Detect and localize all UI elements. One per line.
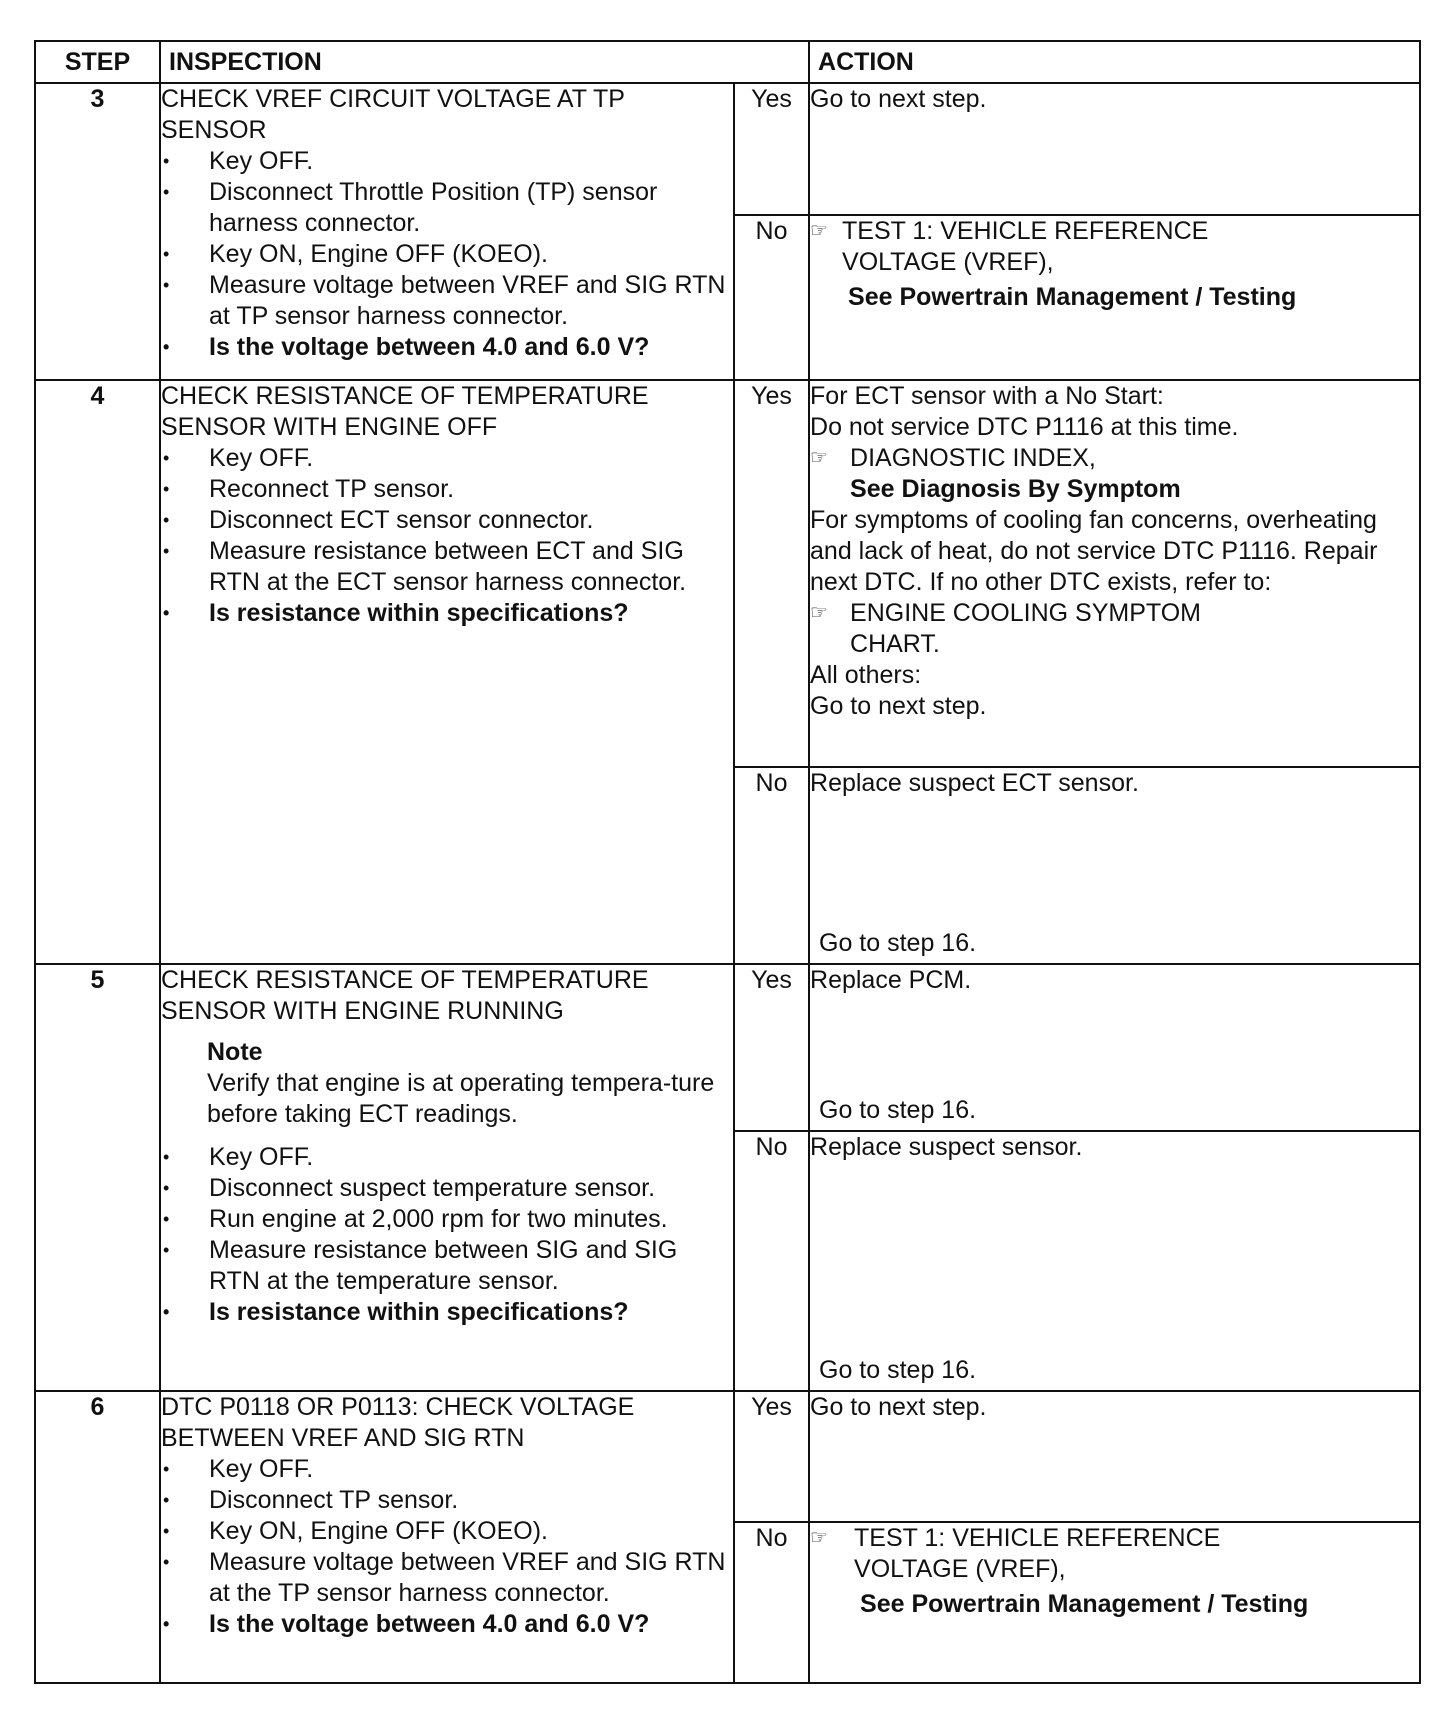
step-number: 3 [35,83,160,380]
bullet-icon: • [163,1147,170,1167]
action-line: Do not service DTC P1116 at this time. [810,413,1239,441]
bullet-icon: • [163,1552,170,1572]
reference-line: ☞ TEST 1: VEHICLE REFERENCE [810,217,1209,245]
action-line: All others: [810,661,922,689]
action-line: Replace suspect sensor. [810,1133,1083,1161]
list-item: • Disconnect suspect temperature sensor. [163,1174,656,1202]
pointing-hand-icon: ☞ [810,220,828,242]
inspection-title: CHECK RESISTANCE OF TEMPERATURE SENSOR WITH ENGINE OFF [161,382,649,441]
goto-step: Go to step 16. [819,1096,977,1124]
no-action [809,215,1420,380]
action-line: Go to next step. [810,692,987,720]
table-row-step-4 [35,380,1420,767]
list-item: • Key OFF. [163,1143,314,1171]
bullet-icon: • [163,448,170,468]
table-row-step-3 [35,83,1420,215]
bullet-icon: • [163,182,170,202]
list-item: • Measure resistance between ECT and SIG RTN at the ECT sensor harness connector. [163,537,687,596]
step-column-header: STEP [35,41,160,83]
bullet-icon: • [163,1614,170,1634]
no-label: No [734,215,809,380]
list-item: • Disconnect Throttle Position (TP) sensor harness connector. [163,178,658,237]
inspection-question: • Is the voltage between 4.0 and 6.0 V? [163,1610,650,1638]
no-label: No [734,767,809,964]
goto-step: Go to step 16. [819,1356,977,1384]
action-line: Replace suspect ECT sensor. [810,769,1139,797]
list-item: • Disconnect TP sensor. [163,1486,459,1514]
bullet-icon: • [163,541,170,561]
note-text: Verify that engine is at operating tempera-ture before taking ECT readings. [207,1069,715,1128]
list-item: • Reconnect TP sensor. [163,475,455,503]
action-paragraph: For symptoms of cooling fan concerns, overheating and lack of heat, do not service DTC P1116. Repair next DTC. If no other DTC exists, refer to: [810,506,1378,596]
bullet-icon: • [163,1240,170,1260]
list-item: • Key ON, Engine OFF (KOEO). [163,240,548,268]
reference-line: CHART. [850,630,940,658]
note-title: Note [207,1038,263,1066]
list-item: • Key OFF. [163,147,314,175]
inspection-question: • Is the voltage between 4.0 and 6.0 V? [163,333,650,361]
yes-label: Yes [734,380,809,767]
table-header-row [35,41,1420,83]
no-action [809,1522,1420,1683]
action-line: For ECT sensor with a No Start: [810,382,1164,410]
bullet-icon: • [163,1521,170,1541]
see-reference: See Powertrain Management / Testing [848,283,1297,311]
bullet-icon: • [163,510,170,530]
reference-line: ☞ DIAGNOSTIC INDEX, [810,444,1096,472]
list-item: • Key OFF. [163,1455,314,1483]
yes-action [809,380,1420,767]
inspection-cell [160,1391,734,1683]
list-item: • Key ON, Engine OFF (KOEO). [163,1517,548,1545]
bullet-icon: • [163,1178,170,1198]
no-label: No [734,1522,809,1683]
inspection-title: DTC P0118 OR P0113: CHECK VOLTAGE BETWEEN VREF AND SIG RTN [161,1393,635,1452]
reference-line: ☞ ENGINE COOLING SYMPTOM [810,599,1201,627]
step-number: 5 [35,964,160,1391]
yes-label: Yes [734,1391,809,1522]
reference-line: VOLTAGE (VREF), [842,248,1054,276]
inspection-question: • Is resistance within specifications? [163,1298,629,1326]
inspection-column-header: INSPECTION [160,41,809,83]
bullet-icon: • [163,337,170,357]
inspection-title: CHECK RESISTANCE OF TEMPERATURE SENSOR WITH ENGINE RUNNING [161,966,649,1025]
list-item: • Disconnect ECT sensor connector. [163,506,594,534]
yes-action: Go to next step. [809,1391,1420,1522]
see-reference: See Diagnosis By Symptom [850,475,1181,503]
inspection-cell [160,83,734,380]
no-action [809,767,1420,964]
bullet-icon: • [163,603,170,623]
yes-action: Go to next step. [809,83,1420,215]
list-item: • Measure resistance between SIG and SIG RTN at the temperature sensor. [163,1236,678,1295]
step-number: 6 [35,1391,160,1683]
action-line: Replace PCM. [810,966,972,994]
pointing-hand-icon: ☞ [810,447,828,469]
list-item: • Measure voltage between VREF and SIG RTN at the TP sensor harness connector. [163,1548,726,1607]
list-item: • Run engine at 2,000 rpm for two minutes. [163,1205,668,1233]
yes-action [809,964,1420,1131]
inspection-question: • Is resistance within specifications? [163,599,629,627]
bullet-icon: • [163,479,170,499]
goto-step: Go to step 16. [819,929,977,957]
note-block [161,1037,733,1130]
step-number: 4 [35,380,160,964]
reference-line: ☞ TEST 1: VEHICLE REFERENCE [810,1524,1221,1552]
bullet-icon: • [163,1209,170,1229]
no-label: No [734,1131,809,1391]
diagnostic-table [34,40,1421,1684]
inspection-cell [160,380,734,964]
pointing-hand-icon: ☞ [810,1527,828,1549]
reference-line: VOLTAGE (VREF), [854,1555,1066,1583]
table-row-step-6 [35,1391,1420,1522]
see-reference: See Powertrain Management / Testing [860,1590,1309,1618]
bullet-icon: • [163,1459,170,1479]
inspection-cell [160,964,734,1391]
list-item: • Key OFF. [163,444,314,472]
list-item: • Measure voltage between VREF and SIG RTN at TP sensor harness connector. [163,271,726,330]
bullet-icon: • [163,1490,170,1510]
yes-label: Yes [734,83,809,215]
table-row-step-5 [35,964,1420,1131]
bullet-icon: • [163,151,170,171]
bullet-icon: • [163,275,170,295]
action-column-header: ACTION [809,41,1420,83]
inspection-title: CHECK VREF CIRCUIT VOLTAGE AT TP SENSOR [161,85,625,144]
no-action [809,1131,1420,1391]
bullet-icon: • [163,1302,170,1322]
yes-label: Yes [734,964,809,1131]
bullet-icon: • [163,244,170,264]
pointing-hand-icon: ☞ [810,602,828,624]
